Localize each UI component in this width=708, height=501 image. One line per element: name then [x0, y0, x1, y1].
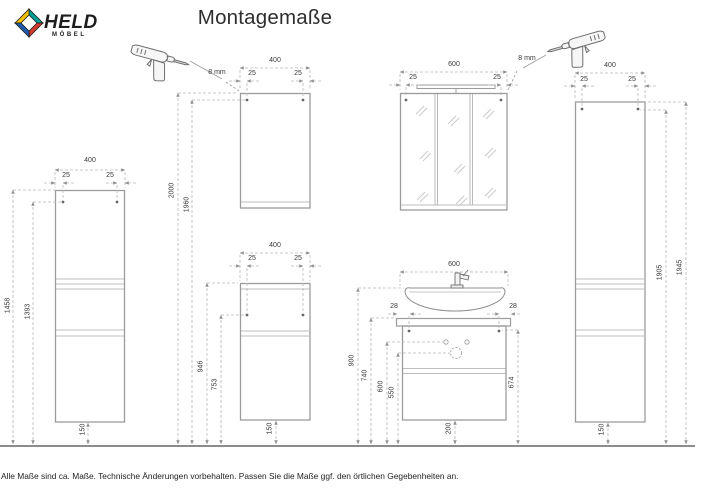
dim-base-cabinet-height-outer: 946 [197, 360, 205, 373]
dim-wall-cabinet-height-outer: 2000 [168, 182, 176, 199]
light-fixture [417, 85, 495, 93]
brand-logo-icon [15, 9, 43, 37]
drill-right-label: 8 mm [518, 55, 536, 62]
dim-mirror-cabinet-inset-left: 25 [409, 74, 417, 81]
dim-left-tall-inset-left: 25 [62, 172, 70, 179]
dim-vanity-basin-height: 900 [348, 354, 356, 367]
dim-base-cabinet-floor-gap: 150 [266, 422, 274, 435]
mirror-shine-marks [416, 106, 496, 206]
faucet-icon [451, 270, 469, 288]
dimension-lines [13, 68, 686, 444]
dim-base-cabinet-width: 400 [269, 242, 281, 249]
dim-vanity-right-height: 674 [508, 376, 516, 389]
drill-icon-left [125, 44, 190, 88]
brand-name: HELD [44, 12, 98, 33]
dim-vanity-top-height: 740 [361, 369, 369, 382]
dim-vanity-hole-height: 600 [377, 380, 385, 393]
dim-base-cabinet-inset-right: 25 [294, 255, 302, 262]
dim-vanity-inset-left: 28 [390, 303, 398, 310]
dim-left-tall-height-inner: 1393 [24, 303, 32, 320]
right-tall-cabinet [576, 102, 646, 422]
dim-mirror-cabinet-width: 600 [448, 61, 460, 68]
brand-subtitle: MÖBEL [52, 32, 87, 38]
disclaimer-text: Alle Maße sind ca. Maße. Technische Änderungen vorbehalten. Passen Sie die Maße ggf. den örtlichen Gegebenheiten an. [1, 471, 459, 481]
mirror-cabinet [401, 94, 508, 211]
dim-wall-cabinet-inset-right: 25 [294, 70, 302, 77]
drill-left-label: 8 mm [208, 69, 226, 76]
dim-mirror-cabinet-inset-right: 25 [493, 74, 501, 81]
dim-left-tall-height-outer: 1458 [4, 297, 12, 314]
dim-right-tall-width: 400 [604, 62, 616, 69]
dim-base-cabinet-inset-left: 25 [248, 255, 256, 262]
dim-vanity-hole2-height: 550 [388, 386, 396, 399]
dim-vanity-inset-right: 28 [509, 303, 517, 310]
base-cabinet [241, 284, 311, 421]
dim-wall-cabinet-width: 400 [269, 57, 281, 64]
page-title: Montagemaße [197, 6, 333, 29]
dim-left-tall-inset-right: 25 [106, 172, 114, 179]
dim-wall-cabinet-height-inner: 1960 [183, 196, 191, 213]
dim-right-tall-inset-left: 25 [580, 76, 588, 83]
washbasin [405, 288, 505, 311]
dim-base-cabinet-height-inner: 753 [211, 378, 219, 391]
vanity-cabinet [397, 319, 511, 421]
dim-vanity-floor-gap: 200 [445, 422, 453, 435]
wall-cabinet [241, 94, 311, 209]
dim-left-tall-width: 400 [84, 157, 96, 164]
dim-right-tall-floor-gap: 150 [598, 423, 606, 436]
dim-right-tall-height-outer: 1945 [676, 259, 684, 276]
dim-wall-cabinet-inset-left: 25 [248, 70, 256, 77]
dim-vanity-width: 600 [448, 261, 460, 268]
dim-right-tall-height-inner: 1905 [656, 264, 664, 281]
dim-right-tall-inset-right: 25 [628, 76, 636, 83]
left-tall-cabinet [56, 191, 125, 423]
dim-left-tall-floor-gap: 150 [79, 423, 87, 436]
